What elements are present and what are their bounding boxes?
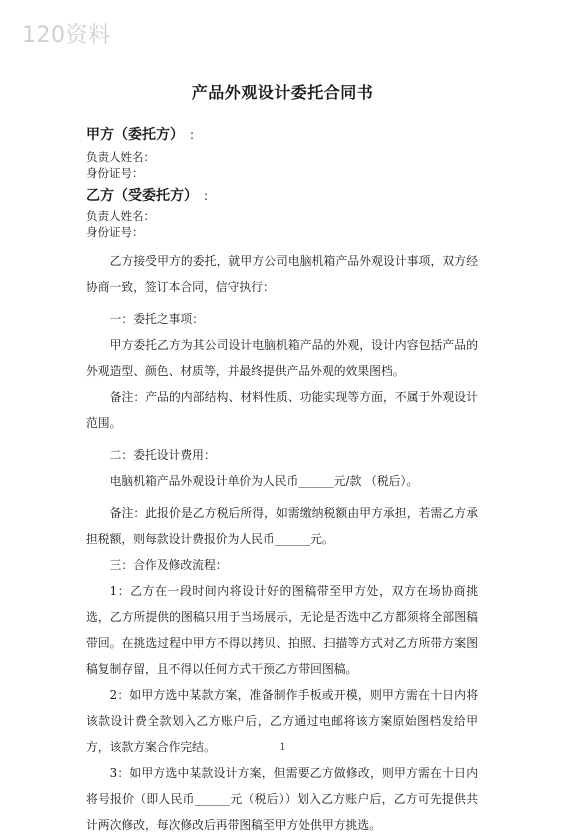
party-a-id-label: 身份证号： — [86, 166, 144, 180]
party-b-colon: : — [204, 189, 209, 203]
page-number: 1 — [279, 742, 286, 753]
watermark: 120资料 — [22, 23, 111, 48]
party-b-contact-label: 负责人姓名： — [86, 209, 155, 223]
section-2-note: 备注：此报价是乙方税后所得，如需缴纳税额由甲方承担，若需乙方承担税额，则每款设计费报价为人民币______元。 — [86, 506, 478, 546]
party-b-heading-text: 乙方（受委托方） — [86, 188, 198, 204]
party-b-id-label: 身份证号： — [86, 225, 144, 239]
section-3-item-3: 3：如甲方选中某款设计方案，但需要乙方做修改，则甲方需在十日内将号报价（即人民币______元（税后））划入乙方账户后，乙方可先提供共计两次修改，每次修改后再带图稿至甲方处供甲方挑选。 — [86, 766, 478, 832]
intro-paragraph: 乙方接受甲方的委托，就甲方公司电脑机箱产品外观设计事项，双方经协商一致，签订本合同，信守执行： — [86, 254, 478, 294]
section-2-paragraph: 电脑机箱产品外观设计单价为人民币______元/款 （税后）。 — [109, 474, 419, 488]
section-1-note: 备注：产品的内部结构、材料性质、功能实现等方面，不属于外观设计范围。 — [86, 390, 478, 430]
page-title: 产品外观设计委托合同书 — [191, 83, 374, 102]
section-3-heading: 三：合作及修改流程： — [109, 558, 228, 572]
party-a-heading-text: 甲方（委托方） — [86, 127, 184, 143]
section-3-item-1: 1：乙方在一段时间内将设计好的图稿带至甲方处，双方在场协商挑选，乙方所提供的图稿只用于当场展示，无论是否选中乙方都须将全部图稿带回。在挑选过程中甲方不得以拷贝、拍照、扫描等方式对乙方所带方案图稿复制存留，且不得以任何方式干预乙方带回图稿。 — [86, 584, 478, 676]
party-a-contact-label: 负责人姓名： — [86, 150, 155, 164]
section-1-paragraph: 甲方委托乙方为其公司设计电脑机箱产品的外观，设计内容包括产品的外观造型、颜色、材质等，并最终提供产品外观的效果图档。 — [86, 338, 478, 378]
section-2-heading: 二：委托设计费用： — [109, 448, 216, 462]
section-3-item-2: 2：如甲方选中某款方案，准备制作手板或开模，则甲方需在十日内将该款设计费全款划入乙方账户后，乙方通过电邮将该方案原始图档发给甲方，该款方案合作完结。 — [86, 688, 478, 754]
party-a-colon: : — [190, 128, 195, 142]
party-b-heading — [86, 185, 208, 205]
party-a-heading — [86, 124, 194, 144]
section-1-heading: 一：委托之事项： — [109, 312, 204, 326]
